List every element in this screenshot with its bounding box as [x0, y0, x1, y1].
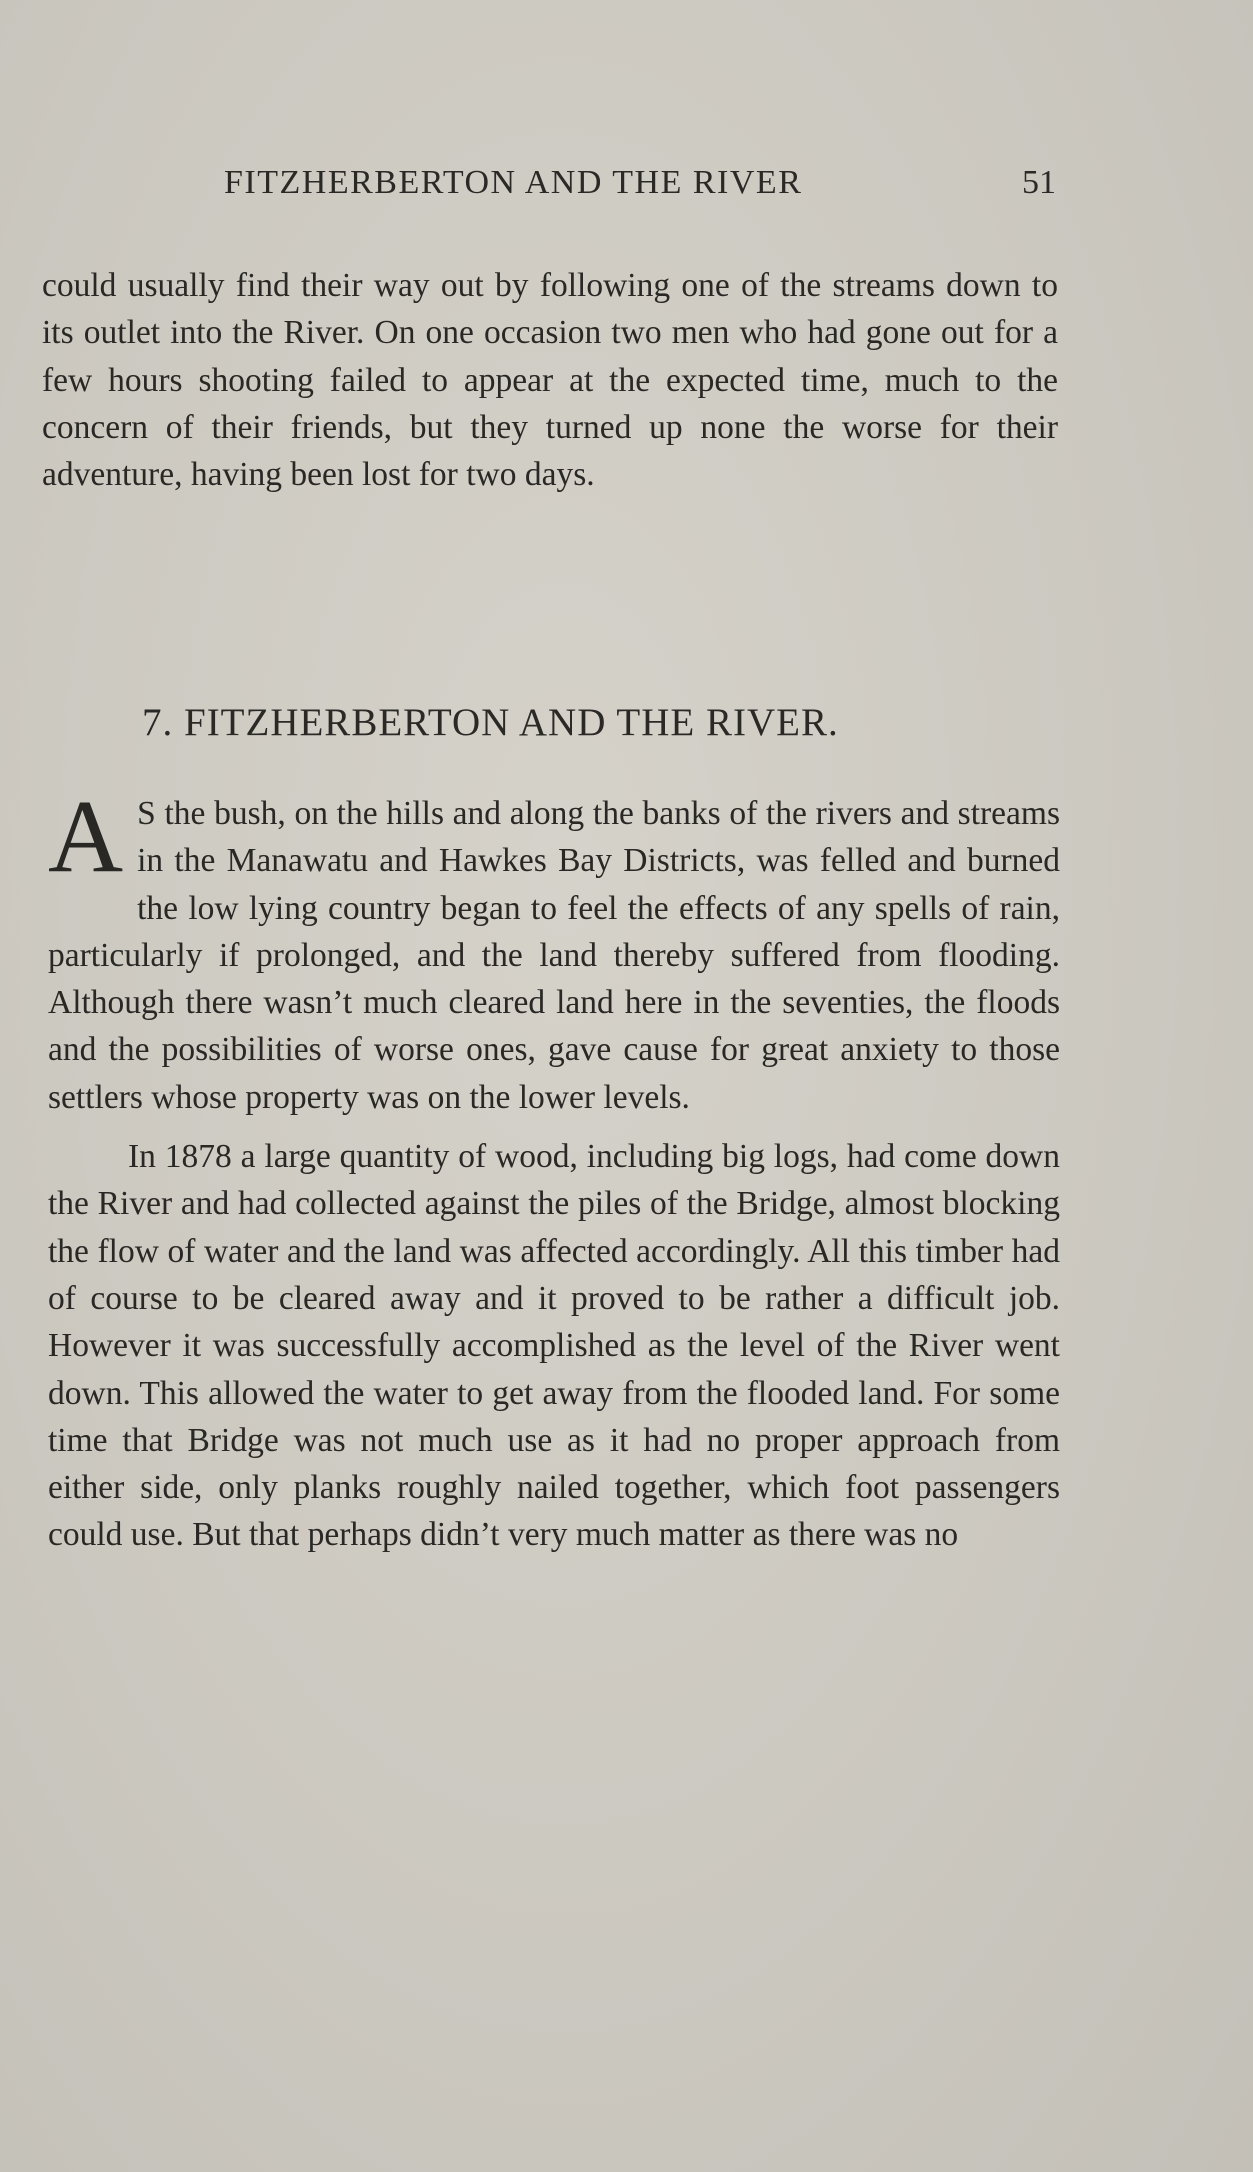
continuation-paragraph: could usually find their way out by following one of the streams down to its outlet into the River. On one occasion two men who had gone out for a few hours shooting failed to appear at the expected time, much to the concern of their friends, but they turned up none the worse for their adventure, having been lost for two days.	[42, 267, 1058, 494]
continuation-text	[42, 262, 1058, 498]
section-heading: 7. FITZHERBERTON AND THE RIVER.	[142, 701, 839, 744]
section-body	[48, 779, 1060, 1559]
running-title: FITZHERBERTON AND THE RIVER	[224, 164, 803, 201]
page-number: 51	[1022, 164, 1056, 201]
section-paragraph-2: In 1878 a large quantity of wood, including big logs, had come down the River and had collected against the piles of the Bridge, almost blocking the flow of water and the land was affected accordingly. All this timber had of course to be cleared away and it proved to be rather a difficult job. However it was successfully accomplished as the level of the River went down. This allowed the water to get away from the flooded land. For some time that Bridge was not much use as it had no proper approach from either side, only planks roughly nailed together, which foot passengers could use. But that perhaps didn’t very much matter as there was no	[48, 1138, 1060, 1554]
running-head	[0, 164, 1253, 214]
section-paragraph-1	[48, 779, 1060, 1121]
drop-cap: A	[48, 779, 124, 894]
section-paragraph-1-text: S the bush, on the hills and along the banks of the rivers and streams in the Manawatu and Hawkes Bay Districts, was felled and burned the low lying country began to feel the effects of any spells of rain, particularly if prolonged, and the land thereby suffered from flooding. Although there wasn’t much cleared land here in the seventies, the floods and the possibilities of worse ones, gave cause for great anxiety to those settlers whose property was on the lower levels.	[48, 795, 1060, 1116]
